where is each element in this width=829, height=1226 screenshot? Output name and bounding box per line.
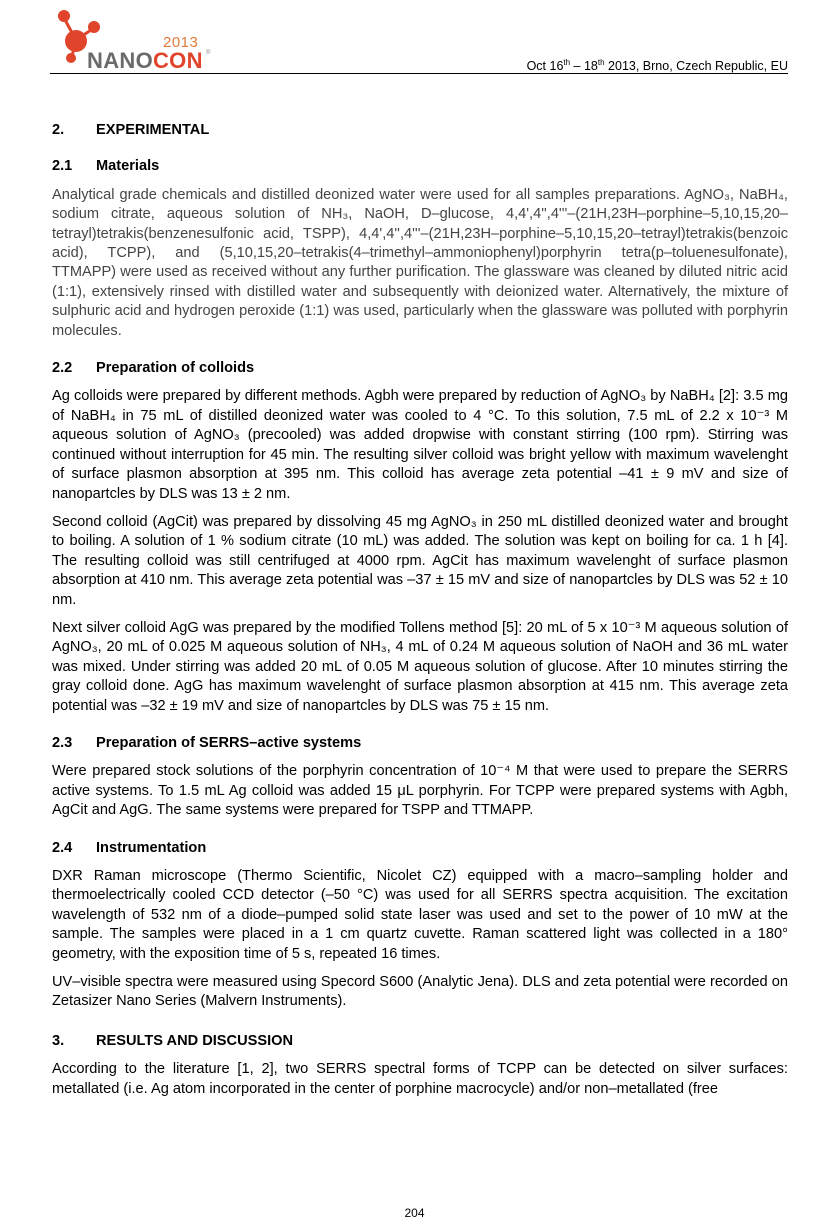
logo-con: CON: [152, 48, 203, 73]
date-part: 2013, Brno, Czech Republic, EU: [604, 59, 788, 74]
paragraph: Were prepared stock solutions of the porphyrin concentration of 10⁻⁴ M that were used to prepare the SERRS active systems. To 1.5 mL Ag colloid was added 15 μL porphyrin. For TCPP were prepared systems with Agbh, AgCit and AgG. The same systems were prepared for TSPP and TTMAPP.: [52, 763, 788, 819]
subsection-heading: [52, 734, 788, 753]
section-title: EXPERIMENTAL: [96, 122, 210, 138]
subsection-heading: [52, 839, 788, 858]
logo-wordmark: [87, 48, 203, 74]
date-sup: th: [563, 58, 571, 67]
section-heading: [52, 1032, 788, 1051]
section-number: 2.: [52, 122, 65, 138]
section-heading: [52, 121, 788, 140]
section-title: Materials: [96, 158, 160, 175]
paragraph: According to the literature [1, 2], two SERRS spectral forms of TCPP can be detected on silver surfaces: metallated (i.e. Ag atom incorporated in the center of porphine macrocycle) and/or non–metallated (free: [52, 1061, 788, 1097]
paragraph: Ag colloids were prepared by different methods. Agbh were prepared by reduction of AgNO₃ by NaBH₄ [2]: 3.5 mg of NaBH₄ in 75 mL of distilled deonized water was cooled to 4 °C. To this solution, 7.5 mL of 2.2 x 10⁻³ M aqueous solution of AgNO₃ (precooled) was added dropwise with constant stirring (100 rpm). Stirring was continued without interruption for 45 min. The resulting silver colloid was bright yellow with maximum wavelenght of surface plasmon absorption at 395 nm. This colloid has average zeta potential –41 ± 9 mV and size of nanopartcles by DLS was 13 ± 2 nm.: [52, 388, 788, 502]
section-title: Preparation of SERRS–active systems: [96, 734, 362, 751]
paragraph: DXR Raman microscope (Thermo Scientific, Nicolet CZ) equipped with a macro–sampling holder and thermoelectrically cooled CCD detector (–50 °C) was used for all SERRS spectra acquisition. The excitation wavelength of 532 nm of a diode–pumped solid state laser was used and set to the power of 10 mW at the sample. The samples were placed in a 1 cm quartz cuvette. Raman scattered light was collected in a 180° geometry, with the exposition time of 5 s, repeated 16 times.: [52, 868, 788, 962]
section-number: 2.1: [52, 158, 73, 175]
section-title: RESULTS AND DISCUSSION: [96, 1032, 294, 1049]
paragraph: UV–visible spectra were measured using Specord S600 (Analytic Jena). DLS and zeta potential were recorded on Zetasizer Nano Series (Malvern Instruments).: [52, 974, 788, 1010]
section-title: Instrumentation: [96, 839, 207, 856]
date-part: Oct 16: [526, 59, 564, 74]
paragraph: Next silver colloid AgG was prepared by the modified Tollens method [5]: 20 mL of 5 x 10⁻³ M aqueous solution of AgNO₃, 20 mL of 0.025 M aqueous solution of NH₃, 4 mL of 0.24 M aqueous solution of NaOH and 36 mL water was mixed. Under stirring was added 20 mL of 0.05 M aqueous solution of glucose. After 10 minutes stirring the gray colloid done. AgG has maximum wavelenght of surface plasmon absorption at 415 nm. This average zeta potential was –32 ± 19 mV and size of nanopartcles by DLS was 75 ± 15 nm.: [52, 619, 788, 714]
page-number: 204: [404, 1206, 425, 1220]
section-number: 2.2: [52, 360, 73, 377]
section-number: 2.4: [52, 839, 73, 856]
logo-year: 2013: [163, 34, 199, 51]
paragraph: Analytical grade chemicals and distilled deonized water were used for all samples preparations. AgNO₃, NaBH₄, sodium citrate, aqueous solution of NH₃, NaOH, D–glucose, 4,4',4'',4'''–(21H,23H–porphine–5,10,15,20–tetrayl)tetrakis(benzenesulfonic acid, TSPP), 4,4',4'',4'''–(21H,23H–porphine–5,10,15,20–tetrayl)tetrakis(benzoic acid), TCPP), and (5,10,15,20–tetrakis(4–trimethyl–ammoniophenyl)porphyrin tetra(p–toluenesulfonate), TTMAPP) were used as received without any further purification. The glassware was cleaned by diluted nitric acid (1:1), extensively rinsed with distilled water and subsequently with deionized water. Alternatively, the mixture of sulphuric acid and hydrogen peroxide (1:1) was used, particularly when the glassware was polluted with porphyrin molecules.: [52, 186, 788, 339]
section-number: 2.3: [52, 734, 73, 751]
page-body: [52, 118, 788, 1099]
header-divider: [50, 73, 788, 74]
nanocon-logo: [50, 6, 230, 72]
section-title: Preparation of colloids: [96, 360, 255, 377]
logo-trademark: ®: [206, 50, 211, 56]
logo-nano: NANO: [87, 48, 153, 73]
section-number: 3.: [52, 1032, 65, 1049]
page-header: [0, 0, 829, 80]
subsection-heading: [52, 157, 788, 176]
date-part: – 18: [570, 59, 598, 74]
date-sup: th: [597, 58, 605, 67]
conference-date: [527, 58, 788, 73]
paragraph: Second colloid (AgCit) was prepared by dissolving 45 mg AgNO₃ in 250 mL distilled deonized water and brought to boiling. A solution of 1 % sodium citrate (10 mL) was added. The solution was kept on boiling for ca. 1 h [4]. The resulting colloid was still centrifuged at 4000 rpm. AgCit has maximum wavelenght of surface plasmon absorption at 410 nm. This average zeta potential was –37 ± 15 mV and size of nanopartcles by DLS was 52 ± 10 nm.: [52, 513, 788, 608]
subsection-heading: [52, 359, 788, 378]
